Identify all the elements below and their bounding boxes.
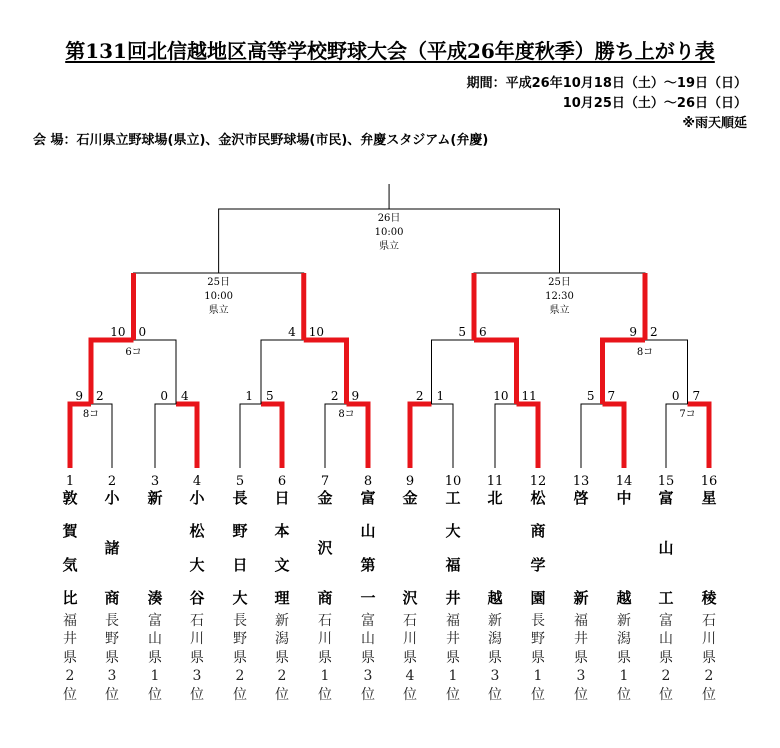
team-number: 1 [65,474,75,489]
round2-score-right: 6 [479,325,487,339]
team-prefecture-rank: 富 山 県 1 位 [148,613,162,703]
team-prefecture-rank: 石 川 県 2 位 [702,613,716,703]
team-number: 9 [405,474,415,489]
semifinal-right-time: 12:30 [545,291,574,302]
team-prefecture-rank: 富 山 県 2 位 [659,613,673,703]
round1-score-left: 10 [493,389,509,403]
team-prefecture-rank: 福 井 県 1 位 [446,613,460,703]
round1-score-right: 2 [96,389,104,403]
round1-score-right: 7 [607,389,616,403]
team-prefecture-rank: 長 野 県 1 位 [531,613,545,703]
team-prefecture-rank: 長 野 県 2 位 [233,613,247,703]
venue-info: 会 場：石川県立野球場(県立)、金沢市民野球場(市民)、弁慶スタジアム(弁慶) [33,133,489,148]
round1-score-left: 5 [586,389,595,403]
team-prefecture-rank: 新 潟 県 1 位 [617,613,631,703]
round1-loser-line [495,404,517,468]
round1-loser-line [240,404,261,468]
round1-loser-line [581,404,603,468]
team-name: 富 山 工 [658,489,674,607]
team-name: 小 松 大 谷 [189,489,205,607]
period-line-2: 10月25日（土）～26日（日） [562,96,747,111]
round1-winner-line [603,404,625,468]
team-name: 長 野 日 大 [232,489,248,607]
round2-winner-line [304,340,347,404]
team-number: 7 [320,474,330,489]
team-number: 8 [363,474,373,489]
team-name: 新 湊 [147,489,163,607]
round1-score-right: 11 [521,389,537,403]
round2-score-right: 0 [138,325,147,339]
semifinal-left-time: 10:00 [204,291,234,302]
team-number: 4 [192,474,202,489]
team-number: 2 [107,474,117,489]
team-name: 小 諸 商 [104,489,120,607]
final-time: 10:00 [374,227,404,238]
team-number: 13 [572,474,590,489]
team-name: 工 大 福 井 [445,489,461,607]
semifinal-right-place: 県立 [549,305,570,316]
team-number: 15 [657,474,675,489]
team-prefecture-rank: 石 川 県 3 位 [190,613,204,703]
round1-loser-line [432,404,454,468]
round1-score-left: 2 [330,389,339,403]
team-number: 5 [235,474,245,489]
team-number: 6 [277,474,287,489]
round2-score-left: 4 [288,325,296,339]
round1-score-right: 9 [351,389,360,403]
semifinal-left-place: 県立 [208,305,229,316]
final-place: 県立 [379,241,400,252]
round1-score-right: 1 [436,389,445,403]
page-title: 第131回北信越地区高等学校野球大会（平成26年度秋季）勝ち上がり表 [65,39,715,63]
round1-winner-line [410,404,432,468]
team-number: 11 [486,474,504,489]
team-prefecture-rank: 福 井 県 3 位 [574,613,588,703]
round1-score-left: 1 [245,389,253,403]
team-name: 星 稜 [701,489,717,607]
round2-note: 8コ [636,347,654,358]
team-number: 16 [700,474,718,489]
team-number: 12 [529,474,547,489]
team-name: 富 山 第 一 [360,489,376,607]
round1-winner-line [176,404,197,468]
semifinal-left-date: 25日 [207,277,230,288]
team-prefecture-rank: 新 潟 県 2 位 [275,613,289,703]
round2-score-left: 5 [458,325,466,339]
team-prefecture-rank: 石 川 県 4 位 [403,613,417,703]
round1-score-right: 7 [692,389,701,403]
team-name: 中 越 [616,489,632,607]
team-prefecture-rank: 新 潟 県 3 位 [488,613,502,703]
team-prefecture-rank: 福 井 県 2 位 [63,613,77,703]
round1-score-left: 9 [75,389,83,403]
round1-score-left: 0 [160,389,168,403]
round1-note: 8コ [338,409,355,420]
round2-note: 6コ [125,347,142,358]
round1-score-right: 4 [181,389,189,403]
round2-score-left: 10 [110,325,126,339]
team-number: 14 [615,474,633,489]
team-number: 3 [150,474,160,489]
round1-note: 8コ [82,409,100,420]
round1-score-left: 2 [415,389,424,403]
team-name: 松 商 学 園 [530,489,546,607]
round1-score-right: 5 [266,389,274,403]
team-prefecture-rank: 富 山 県 3 位 [361,613,375,703]
round1-winner-line [517,404,539,468]
team-number: 10 [444,474,462,489]
round1-score-left: 0 [671,389,680,403]
round2-score-right: 10 [308,325,325,339]
round1-note: 7コ [679,409,696,420]
team-name: 啓 新 [573,489,589,607]
team-name: 金 沢 商 [317,489,333,607]
bracket-labels [66,212,717,489]
round1-winner-line [261,404,282,468]
final-date: 26日 [377,213,401,224]
round2-score-left: 9 [629,325,637,339]
team-name: 日 本 文 理 [274,489,290,607]
round1-loser-line [155,404,176,468]
period-line-1: 期間：平成26年10月18日（土）～19日（日） [466,76,747,91]
team-name: 金 沢 [402,489,418,607]
team-name: 敦 賀 気 比 [62,489,78,607]
rain-note: ※雨天順延 [682,116,747,131]
round2-score-right: 2 [650,325,658,339]
team-name: 北 越 [487,489,503,607]
team-prefecture-rank: 石 川 県 1 位 [318,613,332,703]
team-prefecture-rank: 長 野 県 3 位 [105,613,119,703]
semifinal-right-date: 25日 [548,277,571,288]
